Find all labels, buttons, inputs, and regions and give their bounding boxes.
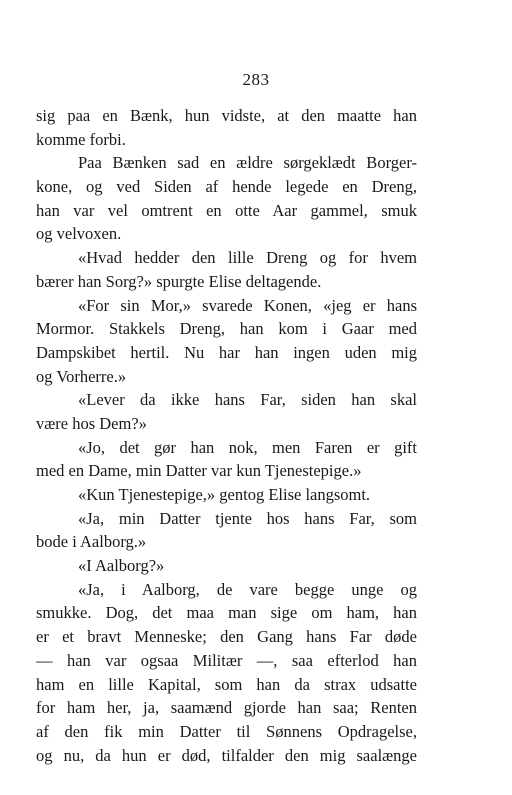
text-line: kone, og ved Siden af hende legede en Dreng, — [36, 177, 417, 197]
text-line: «For sin Mor,» svarede Konen, «jeg er hans — [78, 295, 417, 315]
text-line: Dampskibet hertil. Nu har han ingen uden mig — [36, 342, 417, 362]
text-line: han var vel omtrent en otte Aar gammel, smuk — [36, 200, 417, 220]
text-line: «I Aalborg?» — [78, 556, 165, 576]
text-line: være hos Dem?» — [36, 413, 147, 433]
text-line: og nu, da hun er død, tilfalder den mig saalænge — [36, 745, 417, 765]
body-text — [36, 104, 417, 767]
text-line: «Ja, min Datter tjente hos hans Far, som — [78, 508, 417, 528]
text-line: af den fik min Datter til Sønnens Opdragelse, — [36, 721, 417, 741]
text-line: for ham her, ja, saamænd gjorde han saa; Renten — [36, 698, 417, 718]
text-line: «Ja, i Aalborg, de vare begge unge og — [78, 579, 417, 599]
text-line: bode i Aalborg.» — [36, 532, 147, 552]
text-line: komme forbi. — [36, 129, 126, 149]
text-line: og Vorherre.» — [36, 366, 127, 386]
page-number: 283 — [242, 70, 270, 89]
text-line: — han var ogsaa Militær —, saa efterlod han — [36, 650, 417, 670]
text-line: bærer han Sorg?» spurgte Elise deltagende. — [36, 271, 322, 291]
text-line: smukke. Dog, det maa man sige om ham, han — [36, 603, 417, 623]
text-line: er et bravt Menneske; den Gang hans Far døde — [36, 627, 417, 647]
text-line: «Lever da ikke hans Far, siden han skal — [78, 390, 417, 410]
text-line: Paa Bænken sad en ældre sørgeklædt Borger- — [78, 153, 417, 173]
text-line: sig paa en Bænk, hun vidste, at den maatte han — [36, 106, 417, 125]
text-line: og velvoxen. — [36, 224, 122, 244]
text-line: ham en lille Kapital, som han da strax udsatte — [36, 674, 417, 694]
text-line: «Jo, det gør han nok, men Faren er gift — [78, 437, 417, 457]
text-line: Mormor. Stakkels Dreng, han kom i Gaar med — [36, 319, 417, 339]
text-line: «Kun Tjenestepige,» gentog Elise langsomt. — [78, 485, 371, 504]
text-line: «Hvad hedder den lille Dreng og for hvem — [78, 248, 417, 268]
text-line: med en Dame, min Datter var kun Tjenestepige.» — [36, 461, 362, 481]
